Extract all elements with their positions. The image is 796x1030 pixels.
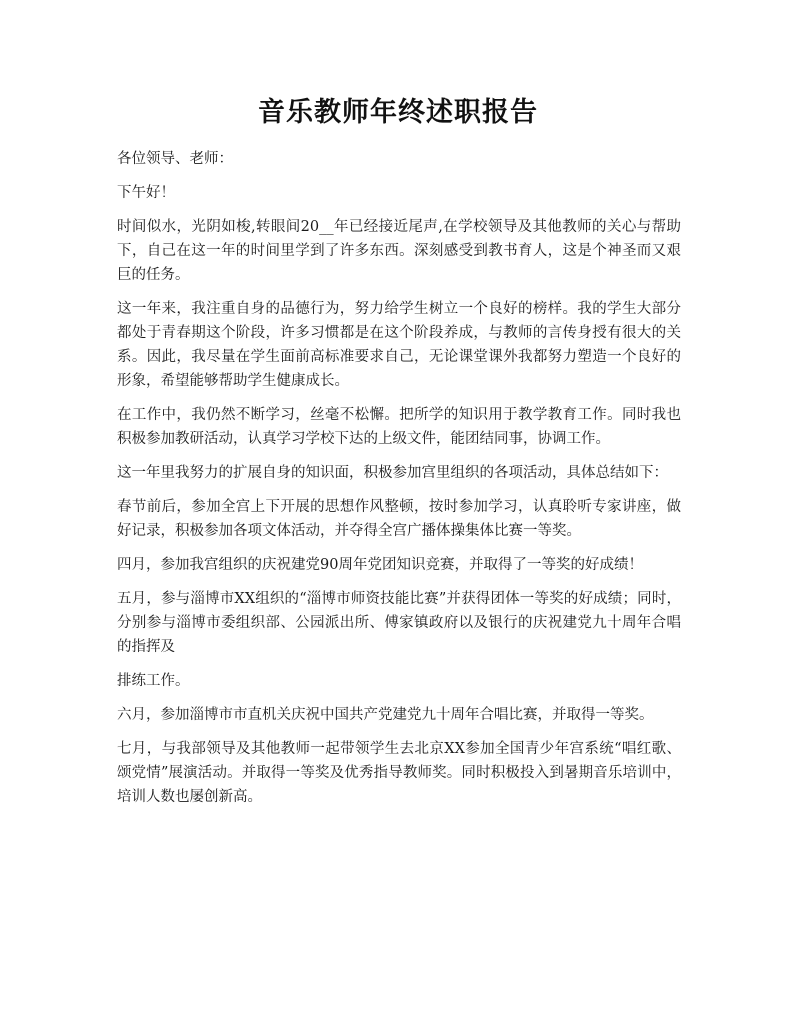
paragraph-may-continued: 排练工作。 xyxy=(117,673,190,689)
paragraph-april: 四月，参加我宫组织的庆祝建党90周年党团知识竞赛，并取得了一等奖的好成绩！ xyxy=(117,557,643,573)
paragraph-may: 五月，参与淄博市XX组织的“淄博市师资技能比赛”并获得团体一等奖的好成绩；同时，分别参与淄博市委组织部、公园派出所、傅家镇政府以及银行的庆祝建党九十周年合唱的指挥及 xyxy=(117,591,681,655)
document-title: 音乐教师年终述职报告 xyxy=(258,97,538,128)
document-body xyxy=(117,147,681,819)
paragraph-june: 六月，参加淄博市市直机关庆祝中国共产党建党九十周年合唱比赛，并取得一等奖。 xyxy=(117,707,654,723)
paragraph-greeting: 下午好！ xyxy=(117,185,175,201)
paragraph-intro: 时间似水，光阴如梭,转眼间20__年已经接近尾声,在学校领导及其他教师的关心与帮助下，自己在这一年的时间里学到了许多东西。深刻感受到教书育人，这是个神圣而又艰巨的任务。 xyxy=(117,219,681,283)
paragraph-summary-lead: 这一年里我努力的扩展自身的知识面，积极参加宫里组织的各项活动，具体总结如下： xyxy=(117,465,668,481)
paragraph-salutation: 各位领导、老师： xyxy=(117,151,233,167)
paragraph-work: 在工作中，我仍然不断学习，丝毫不松懈。把所学的知识用于教学教育工作。同时我也积极参加教研活动，认真学习学校下达的上级文件，能团结同事，协调工作。 xyxy=(117,407,681,447)
paragraph-july: 七月，与我部领导及其他教师一起带领学生去北京XX参加全国青少年宫系统“唱红歌、颂党情”展演活动。并取得一等奖及优秀指导教师奖。同时积极投入到暑期音乐培训中，培训人数也屡创新高。 xyxy=(117,741,681,805)
paragraph-spring-festival: 春节前后，参加全宫上下开展的思想作风整顿，按时参加学习，认真聆听专家讲座，做好记录，积极参加各项文体活动，并夺得全宫广播体操集体比赛一等奖。 xyxy=(117,499,681,539)
paragraph-conduct: 这一年来，我注重自身的品德行为，努力给学生树立一个良好的榜样。我的学生大部分都处于青春期这个阶段，许多习惯都是在这个阶段养成，与教师的言传身授有很大的关系。因此，我尽量在学生面前高标准要求自己，无论课堂课外我都努力塑造一个良好的形象，希望能够帮助学生健康成长。 xyxy=(117,301,681,389)
